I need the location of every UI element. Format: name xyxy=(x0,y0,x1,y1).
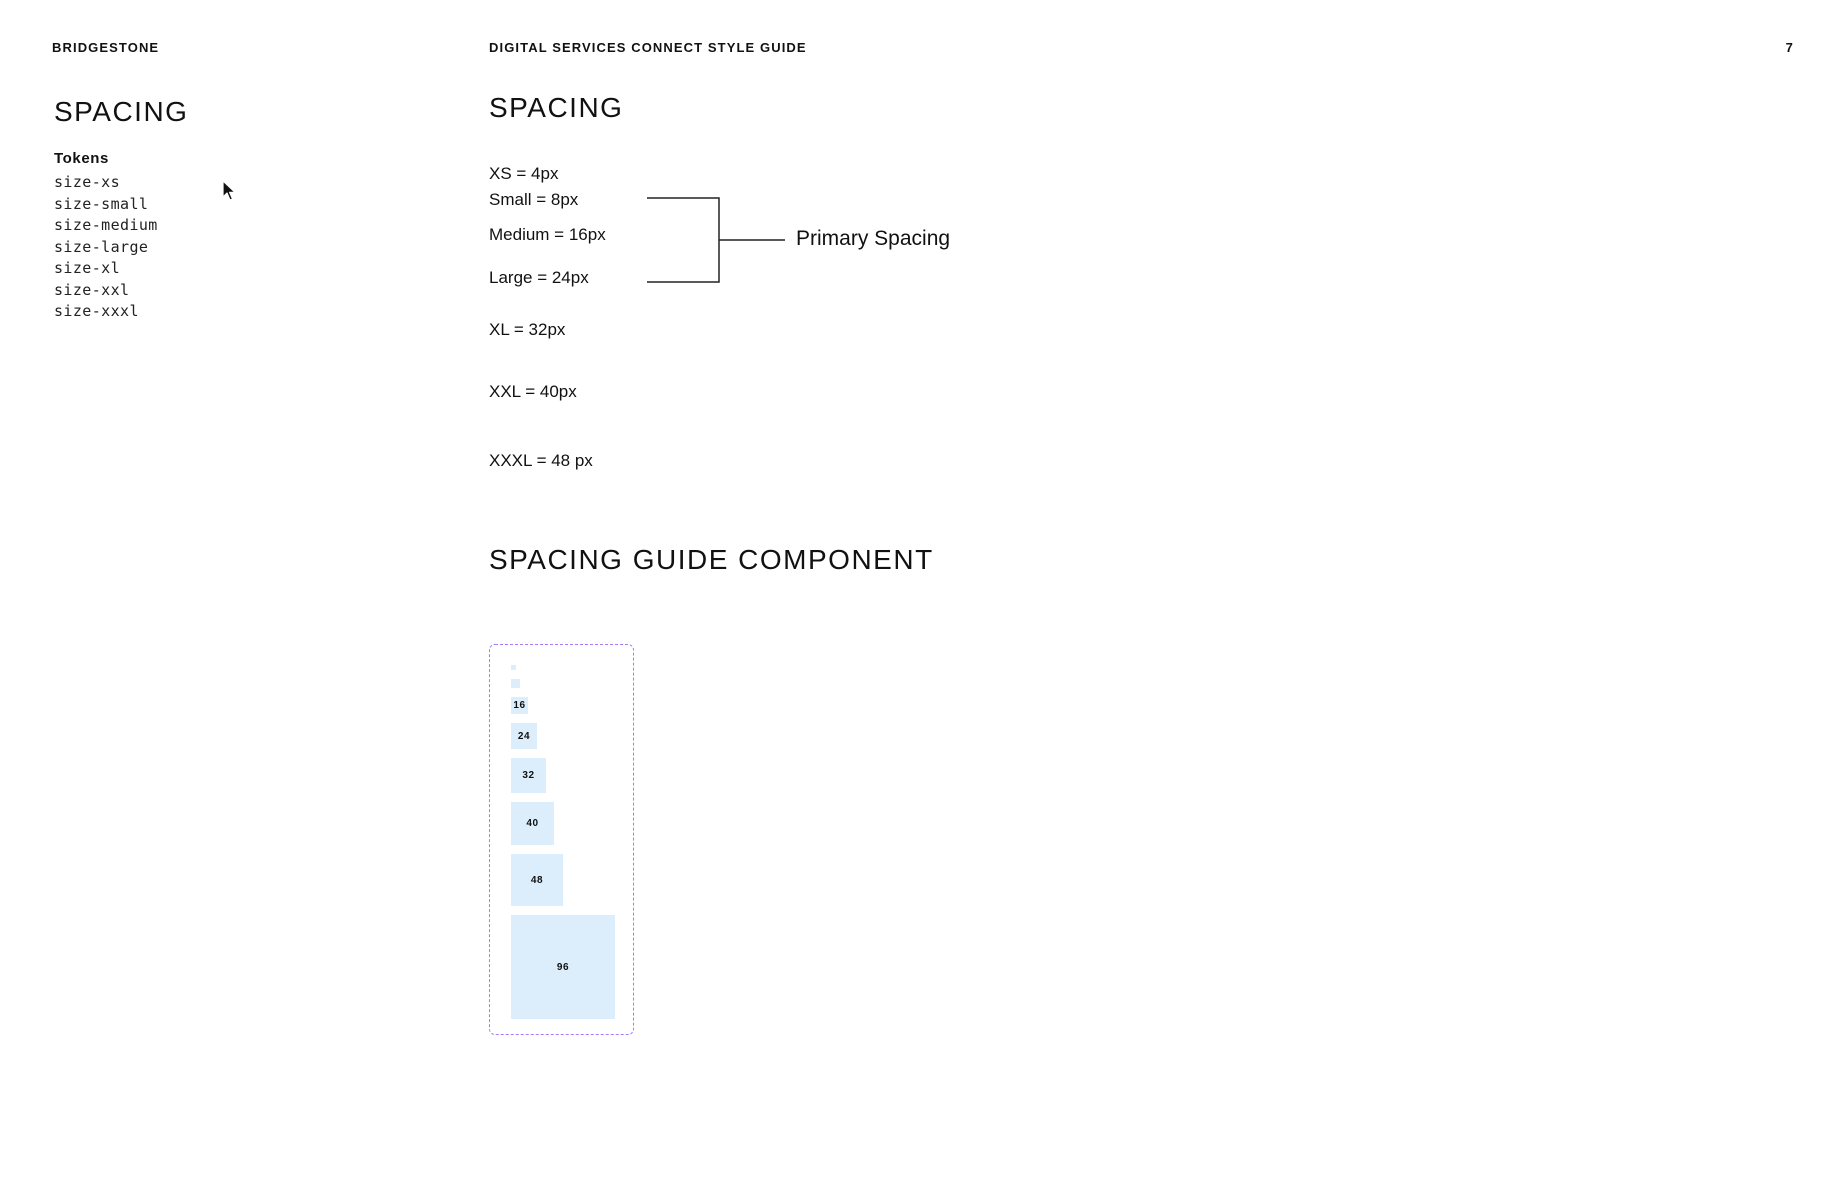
tokens-heading: Tokens xyxy=(54,150,110,167)
size-item-large: Large = 24px xyxy=(489,268,589,287)
spacing-square-8 xyxy=(511,679,520,688)
guide-section-title: SPACING GUIDE COMPONENT xyxy=(489,544,934,575)
spacing-square-24: 24 xyxy=(511,723,537,749)
token-item: size-small xyxy=(54,194,149,213)
page-number: 7 xyxy=(1785,40,1794,55)
spacing-square-16: 16 xyxy=(511,697,528,714)
size-item-xs: XS = 4px xyxy=(489,164,559,183)
token-item: size-xl xyxy=(54,259,121,277)
size-item-xxl: XXL = 40px xyxy=(489,382,577,401)
size-item-small: Small = 8px xyxy=(489,190,579,209)
spacing-square-48: 48 xyxy=(511,854,563,906)
size-item-xxxl: XXXL = 48 px xyxy=(489,451,593,470)
token-item: size-xxl xyxy=(54,280,130,299)
size-item-xl: XL = 32px xyxy=(489,320,566,339)
spacing-section-title: SPACING xyxy=(489,92,624,123)
spacing-square-32: 32 xyxy=(511,758,546,793)
token-item: size-large xyxy=(54,237,149,256)
spacing-guide-component xyxy=(489,644,634,1035)
primary-spacing-label: Primary Spacing xyxy=(796,227,951,250)
sidebar-title: SPACING xyxy=(54,96,189,127)
spacing-square-4 xyxy=(511,665,516,670)
cursor-arrow-icon xyxy=(222,180,238,202)
brand-name: BRIDGESTONE xyxy=(52,40,160,55)
spacing-square-96: 96 xyxy=(511,915,615,1019)
token-item: size-xs xyxy=(54,173,121,191)
document-title: DIGITAL SERVICES CONNECT STYLE GUIDE xyxy=(489,40,807,55)
token-list xyxy=(54,172,158,323)
primary-spacing-bracket xyxy=(645,196,787,284)
size-item-medium: Medium = 16px xyxy=(489,225,606,244)
token-item: size-xxxl xyxy=(54,302,139,320)
token-item: size-medium xyxy=(54,216,158,234)
spacing-square-40: 40 xyxy=(511,802,554,845)
